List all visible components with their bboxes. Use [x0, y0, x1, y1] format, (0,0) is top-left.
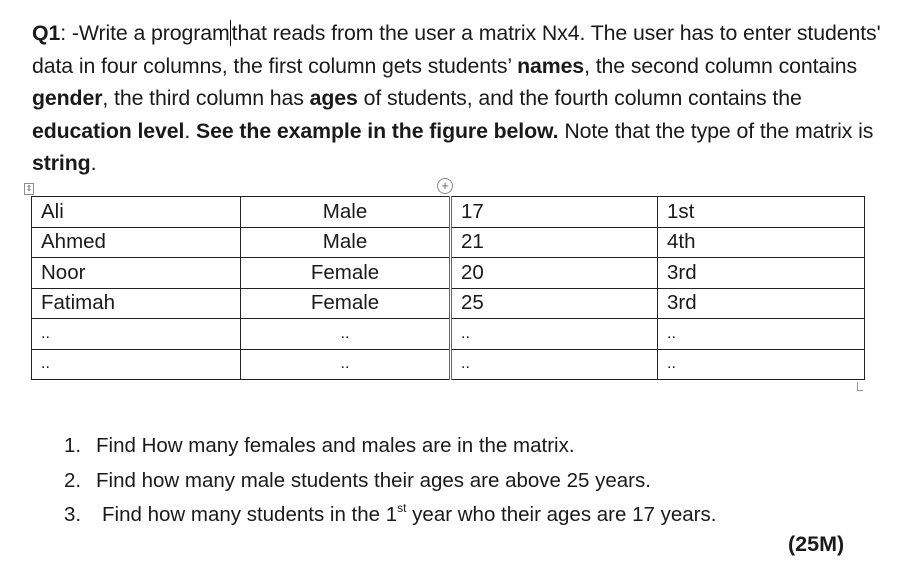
cell-age[interactable]: .. [451, 349, 658, 380]
end-text: . [90, 151, 97, 176]
see-example-text: See the example in the figure below. [190, 118, 559, 143]
cell-level[interactable]: .. [658, 349, 865, 380]
task-text-1: Find How many females and males are in the matrix. [96, 434, 575, 457]
table-row [32, 319, 865, 350]
task-number-1: 1. [64, 434, 82, 457]
cell-gender[interactable]: Female [241, 258, 451, 289]
student-matrix-table [31, 196, 865, 380]
question-label: Q1 [32, 21, 61, 45]
table-row [32, 258, 865, 289]
cell-level[interactable]: 3rd [658, 288, 865, 319]
table-row [32, 227, 865, 258]
mid-text-2: , the third column has [102, 86, 310, 111]
cell-age[interactable]: 17 [451, 197, 658, 228]
cell-name[interactable]: Ali [32, 197, 241, 228]
cell-level[interactable]: 4th [658, 227, 865, 258]
table-row [32, 288, 865, 319]
task-text-2: Find how many male students their ages are above 25 years. [96, 468, 651, 492]
table-row [32, 197, 865, 228]
cell-name[interactable]: Ahmed [32, 227, 241, 258]
task-text-3-superscript: st [397, 501, 407, 515]
cell-gender[interactable]: .. [241, 349, 451, 380]
cell-gender[interactable]: Male [241, 197, 451, 228]
task-number-3: 3. [64, 503, 82, 526]
mid-text-1: , the second column contains [584, 53, 858, 78]
cell-level[interactable]: .. [658, 319, 865, 350]
table-resize-handle[interactable] [857, 382, 863, 391]
cell-name[interactable]: .. [32, 349, 241, 380]
cell-gender[interactable]: Male [241, 227, 451, 258]
cell-age[interactable]: 20 [451, 258, 658, 289]
cell-level[interactable]: 3rd [658, 258, 865, 289]
intro-text-a: : -Write a program [60, 21, 230, 45]
task-list [64, 429, 716, 533]
mid-text-3: of students, and the fourth column contains the [357, 86, 802, 111]
keyword-ages: ages [309, 86, 358, 111]
cell-age[interactable]: 25 [451, 288, 658, 319]
cell-gender[interactable]: Female [241, 288, 451, 319]
table-row [32, 349, 865, 380]
keyword-names: names [517, 53, 585, 78]
cell-age[interactable]: .. [451, 319, 658, 350]
task-item-2 [64, 464, 716, 499]
keyword-string: string [32, 151, 91, 176]
cell-name[interactable]: Fatimah [32, 288, 241, 319]
task-text-3a: Find how many students in the 1 [102, 503, 398, 526]
marks-label: (25M) [788, 532, 845, 556]
cell-name[interactable]: Noor [32, 258, 241, 289]
task-item-3 [64, 498, 716, 533]
plus-circle-icon[interactable]: + [437, 178, 453, 194]
cell-gender[interactable]: .. [241, 319, 451, 350]
move-handle-icon[interactable]: ⇕ [25, 184, 33, 193]
period-text: . [184, 118, 191, 143]
cell-age[interactable]: 21 [451, 227, 658, 258]
cell-name[interactable]: .. [32, 319, 241, 350]
note-text: Note that the type of the matrix is [558, 118, 874, 143]
intro-text-b: that reads from the user a matrix Nx4. The user has to enter students' data in four columns, the first column gets students’ [32, 21, 881, 78]
task-number-2: 2. [64, 468, 82, 492]
cell-level[interactable]: 1st [658, 197, 865, 228]
keyword-education: education level [32, 118, 185, 143]
question-paragraph [32, 17, 882, 180]
text-cursor [230, 20, 231, 46]
matrix-body [32, 197, 865, 380]
task-item-1 [64, 429, 716, 464]
keyword-gender: gender [32, 86, 103, 111]
task-text-3b: year who their ages are 17 years. [406, 503, 717, 526]
